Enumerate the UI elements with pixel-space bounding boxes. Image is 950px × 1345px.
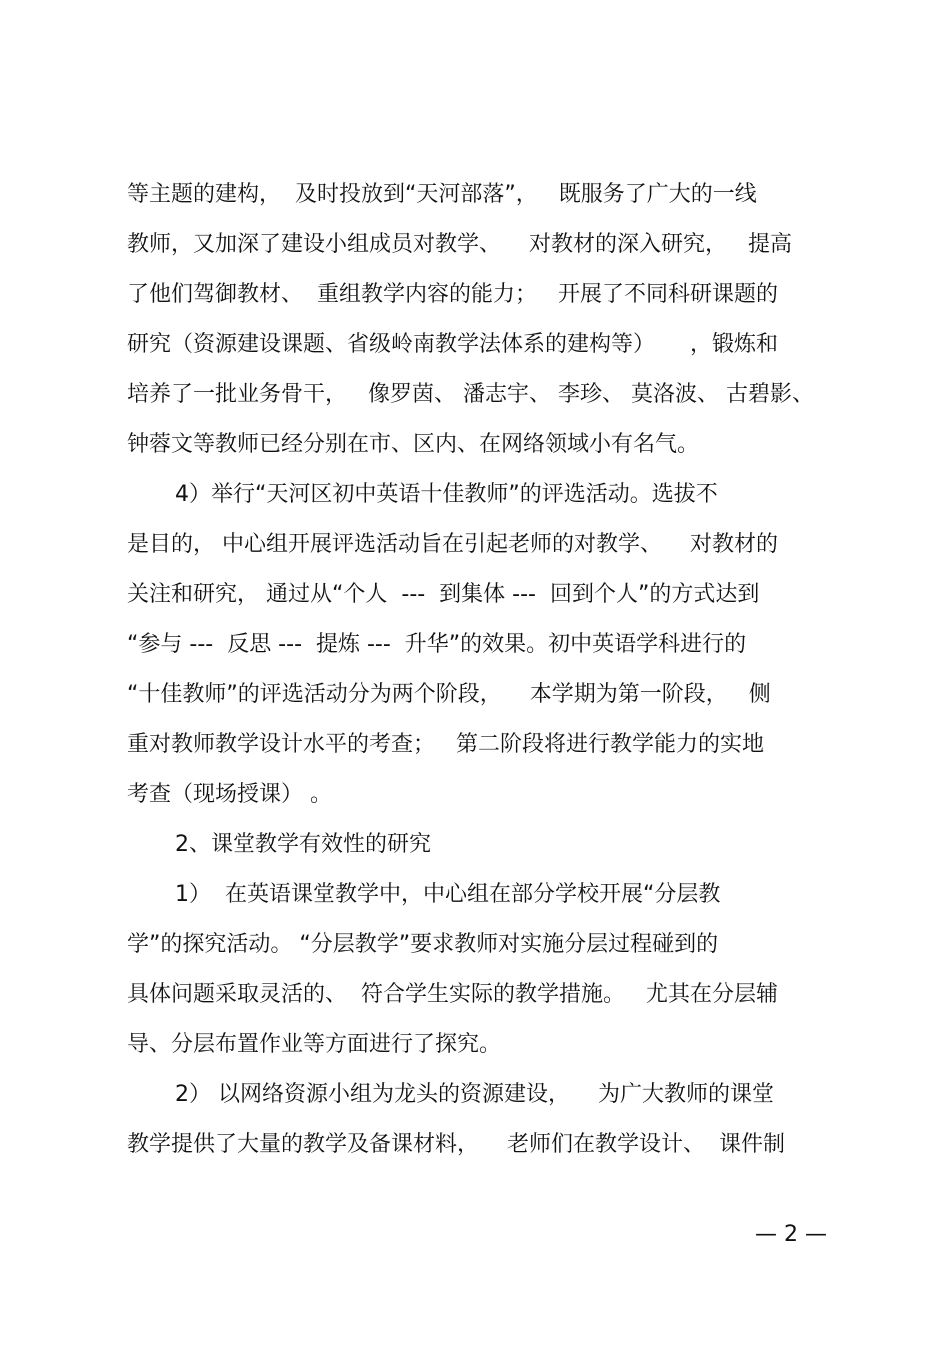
text-line: 是目的， 中心组开展评选活动旨在引起老师的对教学、 对教材的 xyxy=(127,532,778,557)
text-line: 考查（现场授课） 。 xyxy=(127,782,332,807)
text-line: 钟蓉文等教师已经分别在市、区内、在网络领域小有名气。 xyxy=(127,432,700,457)
text-line: 导、分层布置作业等方面进行了探究。 xyxy=(127,1032,502,1057)
text-line: 具体问题采取灵活的、 符合学生实际的教学措施。 尤其在分层辅 xyxy=(127,982,778,1007)
section-heading: 2、课堂教学有效性的研究 xyxy=(175,832,431,857)
text-line: 等主题的建构， 及时投放到“天河部落”， 既服务了广大的一线 xyxy=(127,182,757,207)
text-line: “十佳教师”的评选活动分为两个阶段， 本学期为第一阶段， 侧 xyxy=(127,682,771,707)
text-line: 教师，又加深了建设小组成员对教学、 对教材的深入研究， 提高 xyxy=(127,232,792,257)
paragraph-start-line: 2） 以网络资源小组为龙头的资源建设， 为广大教师的课堂 xyxy=(175,1082,774,1107)
text-line: 了他们驾御教材、 重组教学内容的能力； 开展了不同科研课题的 xyxy=(127,282,778,307)
text-line: 关注和研究， 通过从“个人 --- 到集体 --- 回到个人”的方式达到 xyxy=(127,582,760,607)
text-line: 教学提供了大量的教学及备课材料， 老师们在教学设计、 课件制 xyxy=(127,1132,785,1157)
page-number: — 2 — xyxy=(755,1222,827,1247)
text-line: “参与 --- 反思 --- 提炼 --- 升华”的效果。初中英语学科进行的 xyxy=(127,632,747,657)
paragraph-start-line: 4）举行“天河区初中英语十佳教师”的评选活动。选拔不 xyxy=(175,482,718,507)
text-line: 研究（资源建设课题、省级岭南教学法体系的建构等） ，锻炼和 xyxy=(127,332,778,357)
paragraph-start-line: 1） 在英语课堂教学中，中心组在部分学校开展“分层教 xyxy=(175,882,721,907)
text-line: 学”的探究活动。 “分层教学”要求教师对实施分层过程碰到的 xyxy=(127,932,719,957)
text-line: 重对教师教学设计水平的考查； 第二阶段将进行教学能力的实地 xyxy=(127,732,764,757)
text-line: 培养了一批业务骨干， 像罗茵、 潘志宇、 李珍、 莫洛波、 古碧影、 xyxy=(127,382,814,407)
